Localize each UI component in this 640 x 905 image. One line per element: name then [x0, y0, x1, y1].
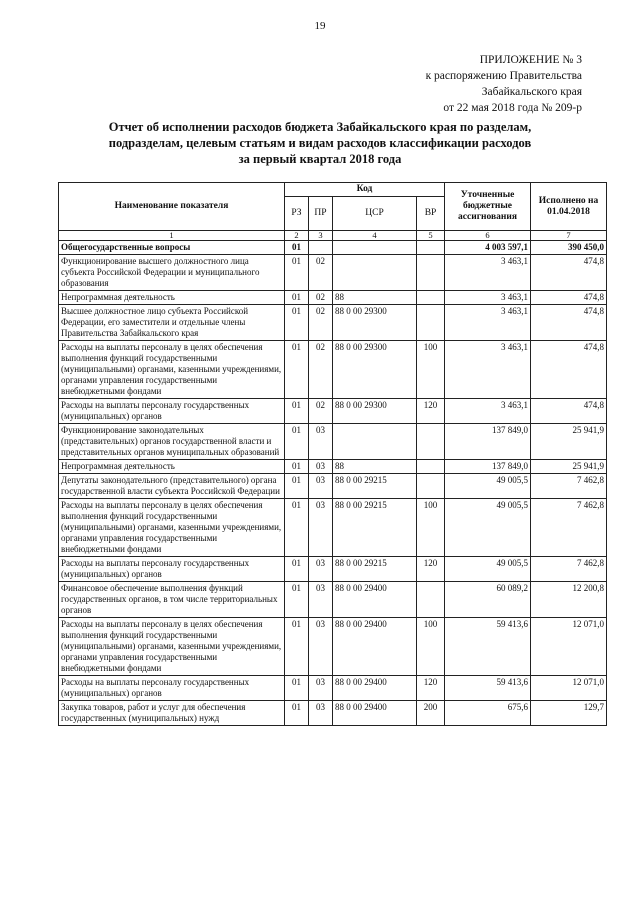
title-line: за первый квартал 2018 года [238, 152, 402, 166]
row-vr: 100 [417, 618, 445, 676]
row-vr [417, 460, 445, 474]
row-vr: 120 [417, 557, 445, 582]
row-name: Расходы на выплаты персоналу государственных (муниципальных) органов [59, 399, 285, 424]
column-number: 6 [445, 231, 531, 241]
row-rz: 01 [285, 618, 309, 676]
table-row [59, 557, 607, 582]
row-rz: 01 [285, 424, 309, 460]
row-name: Расходы на выплаты персоналу в целях обеспечения выполнения функций государственными (муниципальными) органами, казенными учреждениями, органами управления государственными внебюджетными фондами [59, 499, 285, 557]
row-csr: 88 0 00 29215 [333, 474, 417, 499]
column-number: 3 [309, 231, 333, 241]
column-number: 4 [333, 231, 417, 241]
header-code: Код [285, 183, 445, 197]
row-rz: 01 [285, 701, 309, 726]
row-assigned: 137 849,0 [445, 424, 531, 460]
row-executed: 7 462,8 [531, 474, 607, 499]
row-vr [417, 255, 445, 291]
row-rz: 01 [285, 399, 309, 424]
document-title [60, 119, 580, 167]
row-name: Расходы на выплаты персоналу государственных (муниципальных) органов [59, 557, 285, 582]
table-body [59, 241, 607, 726]
row-csr: 88 [333, 291, 417, 305]
row-rz: 01 [285, 291, 309, 305]
appendix-date: от 22 мая 2018 года № 209-р [443, 102, 582, 114]
row-pr: 03 [309, 582, 333, 618]
row-assigned: 3 463,1 [445, 255, 531, 291]
row-vr [417, 241, 445, 255]
row-executed: 7 462,8 [531, 499, 607, 557]
appendix-block [426, 52, 582, 116]
appendix-line: к распоряжению Правительства [425, 70, 582, 82]
row-executed: 474,8 [531, 305, 607, 341]
row-assigned: 3 463,1 [445, 341, 531, 399]
row-rz: 01 [285, 676, 309, 701]
row-rz: 01 [285, 499, 309, 557]
row-vr: 120 [417, 399, 445, 424]
row-name: Непрограммная деятельность [59, 460, 285, 474]
row-vr [417, 424, 445, 460]
table-row [59, 676, 607, 701]
row-executed: 474,8 [531, 341, 607, 399]
table-row [59, 499, 607, 557]
row-csr: 88 0 00 29400 [333, 676, 417, 701]
expense-report-table [58, 182, 607, 726]
row-assigned: 675,6 [445, 701, 531, 726]
row-assigned: 59 413,6 [445, 618, 531, 676]
row-rz: 01 [285, 305, 309, 341]
row-rz: 01 [285, 255, 309, 291]
row-pr: 03 [309, 557, 333, 582]
row-assigned: 137 849,0 [445, 460, 531, 474]
row-name: Высшее должностное лицо субъекта Российской Федерации, его заместители и отдельные члены Правительства Забайкальского края [59, 305, 285, 341]
row-executed: 390 450,0 [531, 241, 607, 255]
row-csr: 88 0 00 29300 [333, 341, 417, 399]
column-number: 5 [417, 231, 445, 241]
row-name: Закупка товаров, работ и услуг для обеспечения государственных (муниципальных) нужд [59, 701, 285, 726]
table-row [59, 291, 607, 305]
header-name: Наименование показателя [59, 183, 285, 231]
table-row [59, 582, 607, 618]
header-rz: РЗ [285, 197, 309, 231]
row-vr: 120 [417, 676, 445, 701]
row-assigned: 3 463,1 [445, 291, 531, 305]
row-csr: 88 [333, 460, 417, 474]
row-pr: 03 [309, 424, 333, 460]
table-row [59, 341, 607, 399]
row-vr [417, 291, 445, 305]
row-executed: 7 462,8 [531, 557, 607, 582]
column-numbers-row [59, 231, 607, 241]
table-row [59, 255, 607, 291]
row-name: Расходы на выплаты персоналу государственных (муниципальных) органов [59, 676, 285, 701]
row-assigned: 59 413,6 [445, 676, 531, 701]
row-pr: 02 [309, 305, 333, 341]
header-pr: ПР [309, 197, 333, 231]
row-executed: 25 941,9 [531, 424, 607, 460]
table-row [59, 618, 607, 676]
row-csr: 88 0 00 29400 [333, 618, 417, 676]
row-executed: 12 071,0 [531, 618, 607, 676]
appendix-line: Забайкальского края [481, 86, 582, 98]
row-rz: 01 [285, 460, 309, 474]
row-executed: 474,8 [531, 255, 607, 291]
row-vr [417, 305, 445, 341]
row-executed: 25 941,9 [531, 460, 607, 474]
page-number: 19 [314, 20, 326, 32]
row-csr: 88 0 00 29215 [333, 557, 417, 582]
row-name: Функционирование высшего должностного лица субъекта Российской Федерации и муниципального образования [59, 255, 285, 291]
header-executed: Исполнено на 01.04.2018 [531, 183, 607, 231]
row-assigned: 4 003 597,1 [445, 241, 531, 255]
row-name: Финансовое обеспечение выполнения функций государственных органов, в том числе территориальных органов [59, 582, 285, 618]
row-csr [333, 255, 417, 291]
column-number: 7 [531, 231, 607, 241]
row-executed: 12 071,0 [531, 676, 607, 701]
row-csr: 88 0 00 29400 [333, 701, 417, 726]
row-csr: 88 0 00 29400 [333, 582, 417, 618]
row-vr [417, 582, 445, 618]
title-line: Отчет об исполнении расходов бюджета Забайкальского края по разделам, [108, 120, 532, 134]
row-pr: 03 [309, 676, 333, 701]
row-rz: 01 [285, 341, 309, 399]
row-assigned: 49 005,5 [445, 474, 531, 499]
row-executed: 12 200,8 [531, 582, 607, 618]
row-executed: 474,8 [531, 399, 607, 424]
row-pr: 03 [309, 474, 333, 499]
header-csr: ЦСР [333, 197, 417, 231]
row-pr: 02 [309, 399, 333, 424]
header-assigned: Уточненные бюджетные ассигнования [445, 183, 531, 231]
header-vr: ВР [417, 197, 445, 231]
row-name: Расходы на выплаты персоналу в целях обеспечения выполнения функций государственными (муниципальными) органами, казенными учреждениями, органами управления государственными внебюджетными фондами [59, 618, 285, 676]
row-assigned: 49 005,5 [445, 557, 531, 582]
row-pr [309, 241, 333, 255]
row-rz: 01 [285, 241, 309, 255]
row-pr: 02 [309, 255, 333, 291]
row-csr [333, 424, 417, 460]
row-vr: 200 [417, 701, 445, 726]
column-number: 2 [285, 231, 309, 241]
row-csr: 88 0 00 29300 [333, 399, 417, 424]
row-name: Общегосударственные вопросы [59, 241, 285, 255]
row-csr [333, 241, 417, 255]
row-pr: 03 [309, 701, 333, 726]
row-name: Непрограммная деятельность [59, 291, 285, 305]
column-number: 1 [59, 231, 285, 241]
table-row [59, 460, 607, 474]
row-vr [417, 474, 445, 499]
row-csr: 88 0 00 29215 [333, 499, 417, 557]
row-vr: 100 [417, 341, 445, 399]
row-rz: 01 [285, 582, 309, 618]
table-row [59, 305, 607, 341]
row-assigned: 60 089,2 [445, 582, 531, 618]
table-row [59, 474, 607, 499]
table-row [59, 424, 607, 460]
row-name: Расходы на выплаты персоналу в целях обеспечения выполнения функций государственными (муниципальными) органами, казенными учреждениями, органами управления государственными внебюджетными фондами [59, 341, 285, 399]
row-name: Депутаты законодательного (представительного) органа государственной власти субъекта Российской Федерации [59, 474, 285, 499]
row-pr: 02 [309, 341, 333, 399]
row-rz: 01 [285, 557, 309, 582]
row-pr: 03 [309, 618, 333, 676]
row-assigned: 3 463,1 [445, 305, 531, 341]
row-pr: 03 [309, 460, 333, 474]
row-pr: 02 [309, 291, 333, 305]
row-vr: 100 [417, 499, 445, 557]
table-row [59, 399, 607, 424]
row-assigned: 49 005,5 [445, 499, 531, 557]
table-row [59, 701, 607, 726]
row-executed: 474,8 [531, 291, 607, 305]
appendix-title: ПРИЛОЖЕНИЕ № 3 [479, 54, 582, 66]
table-row [59, 241, 607, 255]
row-pr: 03 [309, 499, 333, 557]
row-executed: 129,7 [531, 701, 607, 726]
row-assigned: 3 463,1 [445, 399, 531, 424]
row-name: Функционирование законодательных (представительных) органов государственной власти и представительных органов муниципальных образований [59, 424, 285, 460]
row-rz: 01 [285, 474, 309, 499]
title-line: подразделам, целевым статьям и видам расходов классификации расходов [108, 136, 532, 150]
row-csr: 88 0 00 29300 [333, 305, 417, 341]
